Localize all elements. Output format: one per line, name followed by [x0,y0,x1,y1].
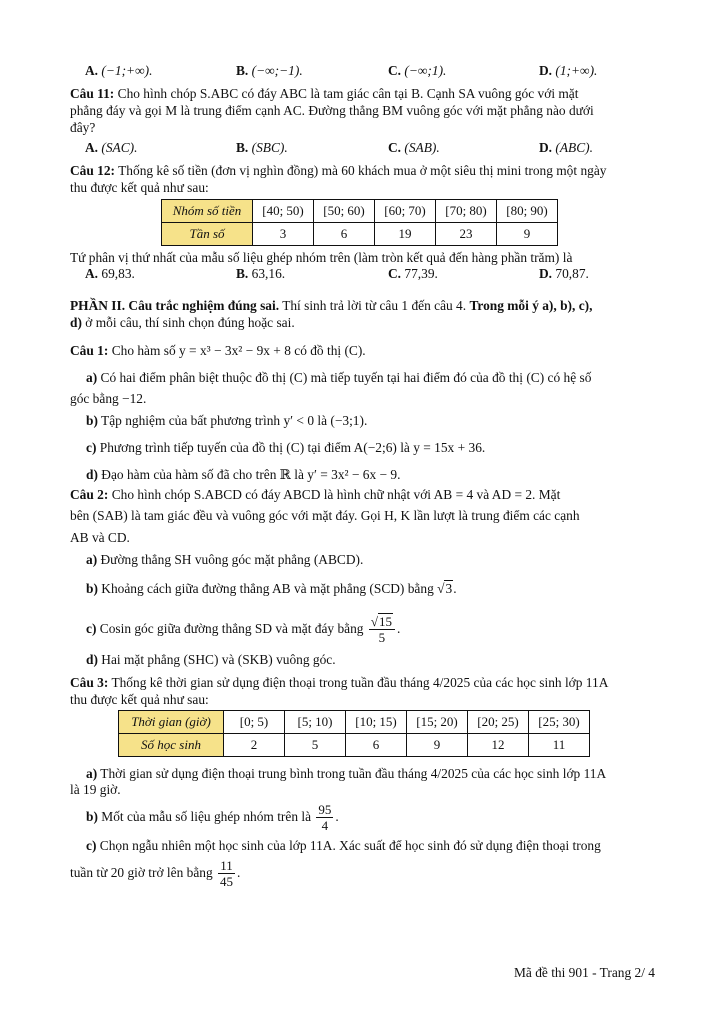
fraction: $\frac{95}{4}$ [318,802,332,834]
table-header-cell: Tần số [162,223,253,246]
p2q3-line2: thu được kết quả như sau: [70,692,209,707]
p2q1-stem: Câu 1: Cho hàm số y = x³ − 3x² − 9x + 8 có đồ thị (C). [70,343,366,358]
q11-line1: Câu 11: Cho hình chóp S.ABC có đáy ABC là tam giác cân tại B. Cạnh SA vuông góc với mặt [70,86,579,101]
part2-title: PHẦN II. Câu trắc nghiệm đúng sai. Thí sinh trả lời từ câu 1 đến câu 4. Trong mỗi ý a), b), c), [70,298,593,313]
table-cell: 5 [285,734,346,757]
q12-option-c: C. 77,39. [388,266,438,281]
q10-option-d: D. (1;+∞). [539,63,598,78]
table-cell: [60; 70) [375,200,436,223]
q12-option-b: B. 63,16. [236,266,286,281]
p2q2-a: a) Đường thẳng SH vuông góc mặt phẳng (ABCD). [86,552,364,567]
table-cell: [25; 30) [529,711,590,734]
table-cell: 19 [375,223,436,246]
q11-line2: phẳng đáy và gọi M là trung điểm cạnh AC. Đường thẳng BM vuông góc với mặt phẳng nào dưới [70,103,594,118]
table-row [162,200,558,223]
table-header-cell: Nhóm số tiền [162,200,253,223]
page-footer: Mã đề thi 901 - Trang 2/ 4 [514,965,655,980]
table-cell: [70; 80) [436,200,497,223]
p2q1-a: a) Có hai điểm phân biệt thuộc đồ thị (C) mà tiếp tuyến tại hai điểm đó của đồ thị (C) có hệ số [86,370,592,385]
fraction: $\frac{√15}{5}$ [369,614,395,645]
q12-option-a: A. 69,83. [85,266,135,281]
table-header-cell: Thời gian (giờ) [119,711,224,734]
p2q3-a-cont: là 19 giờ. [70,782,121,797]
table-cell: [80; 90) [497,200,558,223]
table-row [119,711,590,734]
q12-frequency-table [161,199,558,246]
q12-question: Tứ phân vị thứ nhất của mẫu số liệu ghép nhóm trên (làm tròn kết quả đến hàng phần trăm) là [70,250,573,265]
p2q2-line1: Câu 2: Cho hình chóp S.ABCD có đáy ABCD là hình chữ nhật với AB = 4 và AD = 2. Mặt [70,487,561,502]
p2q3-c: c) Chọn ngẫu nhiên một học sinh của lớp 11A. Xác suất để học sinh đó sử dụng điện thoại trong [86,838,601,853]
p2q3-c-cont: tuần từ 20 giờ trở lên bằng $\frac{11}{45}$ . [70,858,241,890]
table-cell: [5; 10) [285,711,346,734]
table-cell: [10; 15) [346,711,407,734]
table-row [162,223,558,246]
p2q1-c: c) Phương trình tiếp tuyến của đồ thị (C) tại điểm A(−2;6) là y = 15x + 36. [86,440,486,455]
p2q1-a-cont: góc bằng −12. [70,391,147,406]
p2q1-d: d) Đạo hàm của hàm số đã cho trên ℝ là y′ = 3x² − 6x − 9. [86,467,401,482]
p2q2-d: d) Hai mặt phẳng (SHC) và (SKB) vuông góc. [86,652,336,667]
q12-line1: Câu 12: Thống kê số tiền (đơn vị nghìn đồng) mà 60 khách mua ở một siêu thị mini trong một ngày [70,163,607,178]
part2-intro: d) ở mỗi câu, thí sinh chọn đúng hoặc sai. [70,315,295,330]
q10-option-c: C. (−∞;1). [388,63,447,78]
table-header-cell: Số học sinh [119,734,224,757]
q11-option-c: C. (SAB). [388,140,440,155]
table-row [119,734,590,757]
q11-option-d: D. (ABC). [539,140,593,155]
q11-option-a: A. (SAC). [85,140,138,155]
table-cell: [50; 60) [314,200,375,223]
p2q3-a: a) Thời gian sử dụng điện thoại trung bình trong tuần đầu tháng 4/2025 của các học sinh lớp 11A [86,766,607,781]
table-cell: 9 [407,734,468,757]
p2q1-b: b) Tập nghiệm của bất phương trình y′ < 0 là (−3;1). [86,413,368,428]
table-cell: [15; 20) [407,711,468,734]
p2q2-b: b) Khoảng cách giữa đường thẳng AB và mặt phẳng (SCD) bằng √3. [86,581,457,596]
q11-line3: đây? [70,120,96,135]
q10-option-a: A. (−1;+∞). [85,63,153,78]
fraction: $\frac{11}{45}$ [220,858,234,890]
table-cell: 11 [529,734,590,757]
p2q2-c: c) Cosin góc giữa đường thẳng SD và mặt đáy bằng $\frac{√15}{5}$ . [86,614,401,646]
q11-option-b: B. (SBC). [236,140,288,155]
table-cell: 12 [468,734,529,757]
p2q3-line1: Câu 3: Thống kê thời gian sử dụng điện thoại trong tuần đầu tháng 4/2025 của các học sinh lớp 11A [70,675,609,690]
table-cell: 6 [346,734,407,757]
p2q3-b: b) Mốt của mẫu số liệu ghép nhóm trên là $\frac{95}{4}$ . [86,802,339,834]
table-cell: 2 [224,734,285,757]
p2q3-frequency-table [118,710,590,757]
q12-option-d: D. 70,87. [539,266,589,281]
q12-line2: thu được kết quả như sau: [70,180,209,195]
table-cell: 6 [314,223,375,246]
q10-option-b: B. (−∞;−1). [236,63,303,78]
table-cell: 9 [497,223,558,246]
p2q2-line3: AB và CD. [70,530,130,545]
table-cell: [0; 5) [224,711,285,734]
table-cell: 3 [253,223,314,246]
table-cell: [20; 25) [468,711,529,734]
table-cell: 23 [436,223,497,246]
table-cell: [40; 50) [253,200,314,223]
p2q2-line2: bên (SAB) là tam giác đều và vuông góc với mặt đáy. Gọi H, K lần lượt là trung điểm các cạnh [70,508,580,523]
